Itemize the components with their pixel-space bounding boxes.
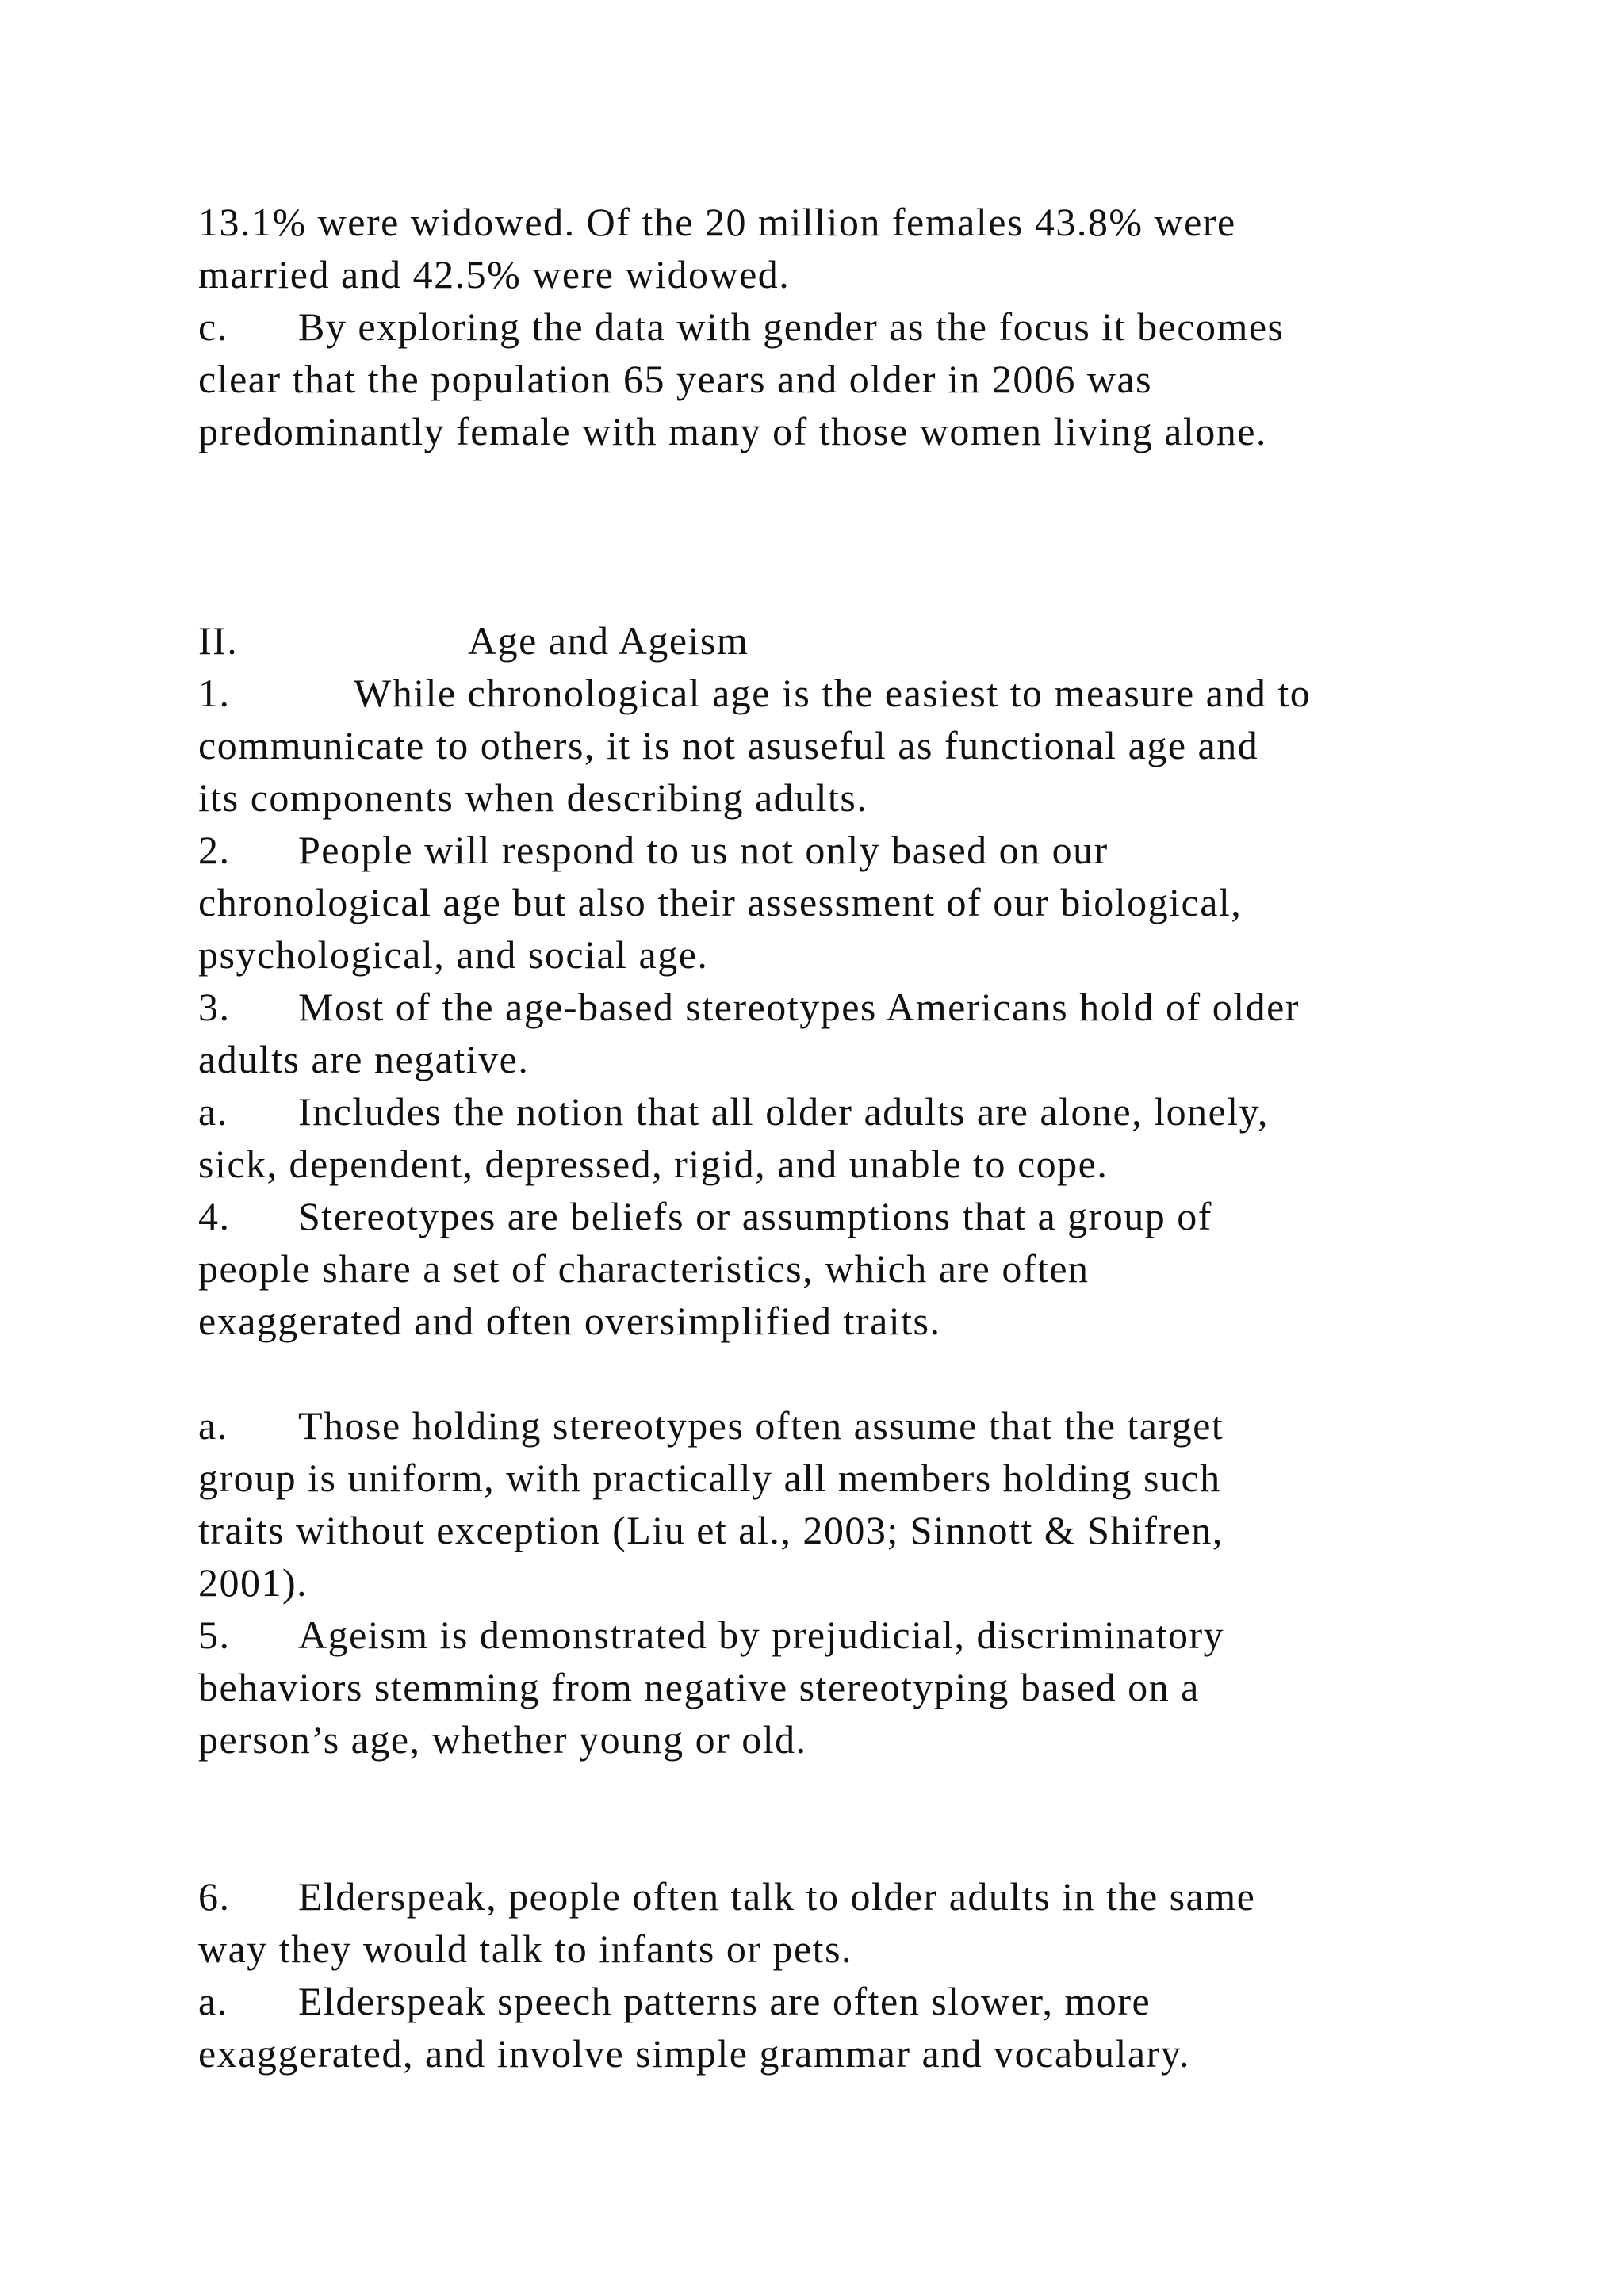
- list-text: Most of the age-based stereotypes Americans hold of older: [298, 985, 1300, 1029]
- list-item-1: [198, 667, 1483, 824]
- spacer: [198, 457, 1483, 614]
- list-marker: a.: [198, 1403, 228, 1448]
- text-line: [198, 1975, 1483, 2027]
- list-text: Includes the notion that all older adults are alone, lonely,: [298, 1089, 1269, 1134]
- intro-paragraph: [198, 196, 1483, 300]
- document-body: [198, 196, 1483, 2080]
- section-title: Age and Ageism: [468, 618, 749, 663]
- list-marker: 3.: [198, 985, 231, 1029]
- text-line: [198, 667, 1483, 719]
- text-line: communicate to others, it is not asuseful as functional age and: [198, 723, 1259, 767]
- text-line: exaggerated, and involve simple grammar and vocabulary.: [198, 2031, 1191, 2076]
- text-line: [198, 1399, 1483, 1452]
- list-text: Elderspeak speech patterns are often slower, more: [298, 1979, 1151, 2023]
- list-text: People will respond to us not only based on our: [298, 828, 1109, 872]
- text-line: adults are negative.: [198, 1037, 530, 1081]
- text-line: [198, 1609, 1483, 1661]
- list-item-3a: [198, 1085, 1483, 1190]
- text-line: [198, 824, 1483, 876]
- text-line: 2001).: [198, 1560, 308, 1605]
- text-line: clear that the population 65 years and older in 2006 was: [198, 357, 1153, 401]
- text-line: predominantly female with many of those women living alone.: [198, 409, 1267, 453]
- text-line: [198, 1870, 1483, 1923]
- list-marker: a.: [198, 1979, 228, 2023]
- list-item-3: [198, 981, 1483, 1085]
- list-marker: a.: [198, 1089, 228, 1134]
- text-line: [198, 981, 1483, 1033]
- text-line: 13.1% were widowed. Of the 20 million females 43.8% were: [198, 200, 1236, 244]
- text-line: [198, 300, 1483, 353]
- list-item-6a: [198, 1975, 1483, 2080]
- list-text: While chronological age is the easiest to measure and to: [354, 671, 1312, 715]
- text-line: way they would talk to infants or pets.: [198, 1927, 853, 1971]
- list-item-5: [198, 1609, 1483, 1766]
- text-line: married and 42.5% were widowed.: [198, 252, 791, 297]
- list-marker: c.: [198, 304, 228, 349]
- text-line: [198, 1190, 1483, 1242]
- section-heading: [198, 614, 1483, 667]
- list-item-6: [198, 1870, 1483, 1975]
- list-text: By exploring the data with gender as the focus it becomes: [298, 304, 1285, 349]
- text-line: [198, 1085, 1483, 1138]
- spacer: [198, 1766, 1483, 1870]
- text-line: group is uniform, with practically all members holding such: [198, 1456, 1221, 1500]
- text-line: person’s age, whether young or old.: [198, 1717, 807, 1762]
- text-line: people share a set of characteristics, which are often: [198, 1246, 1090, 1291]
- list-marker: 2.: [198, 828, 231, 872]
- text-line: psychological, and social age.: [198, 932, 709, 977]
- text-line: behaviors stemming from negative stereotyping based on a: [198, 1665, 1200, 1709]
- list-item-c: [198, 300, 1483, 457]
- list-text: Ageism is demonstrated by prejudicial, discriminatory: [298, 1613, 1225, 1657]
- list-item-4a: [198, 1399, 1483, 1609]
- text-line: its components when describing adults.: [198, 775, 868, 820]
- list-item-4: [198, 1190, 1483, 1347]
- list-item-2: [198, 824, 1483, 981]
- text-line: exaggerated and often oversimplified traits.: [198, 1299, 941, 1343]
- section-number: II.: [198, 618, 239, 663]
- text-line: traits without exception (Liu et al., 2003; Sinnott & Shifren,: [198, 1508, 1224, 1552]
- list-marker: 1.: [198, 671, 231, 715]
- list-marker: 5.: [198, 1613, 231, 1657]
- text-line: sick, dependent, depressed, rigid, and unable to cope.: [198, 1142, 1109, 1186]
- text-line: chronological age but also their assessment of our biological,: [198, 880, 1243, 924]
- spacer: [198, 1347, 1483, 1399]
- list-marker: 6.: [198, 1874, 231, 1919]
- text-line: [198, 614, 1483, 667]
- list-text: Elderspeak, people often talk to older adults in the same: [298, 1874, 1256, 1919]
- list-text: Those holding stereotypes often assume that the target: [298, 1403, 1224, 1448]
- list-text: Stereotypes are beliefs or assumptions that a group of: [298, 1194, 1212, 1238]
- list-marker: 4.: [198, 1194, 231, 1238]
